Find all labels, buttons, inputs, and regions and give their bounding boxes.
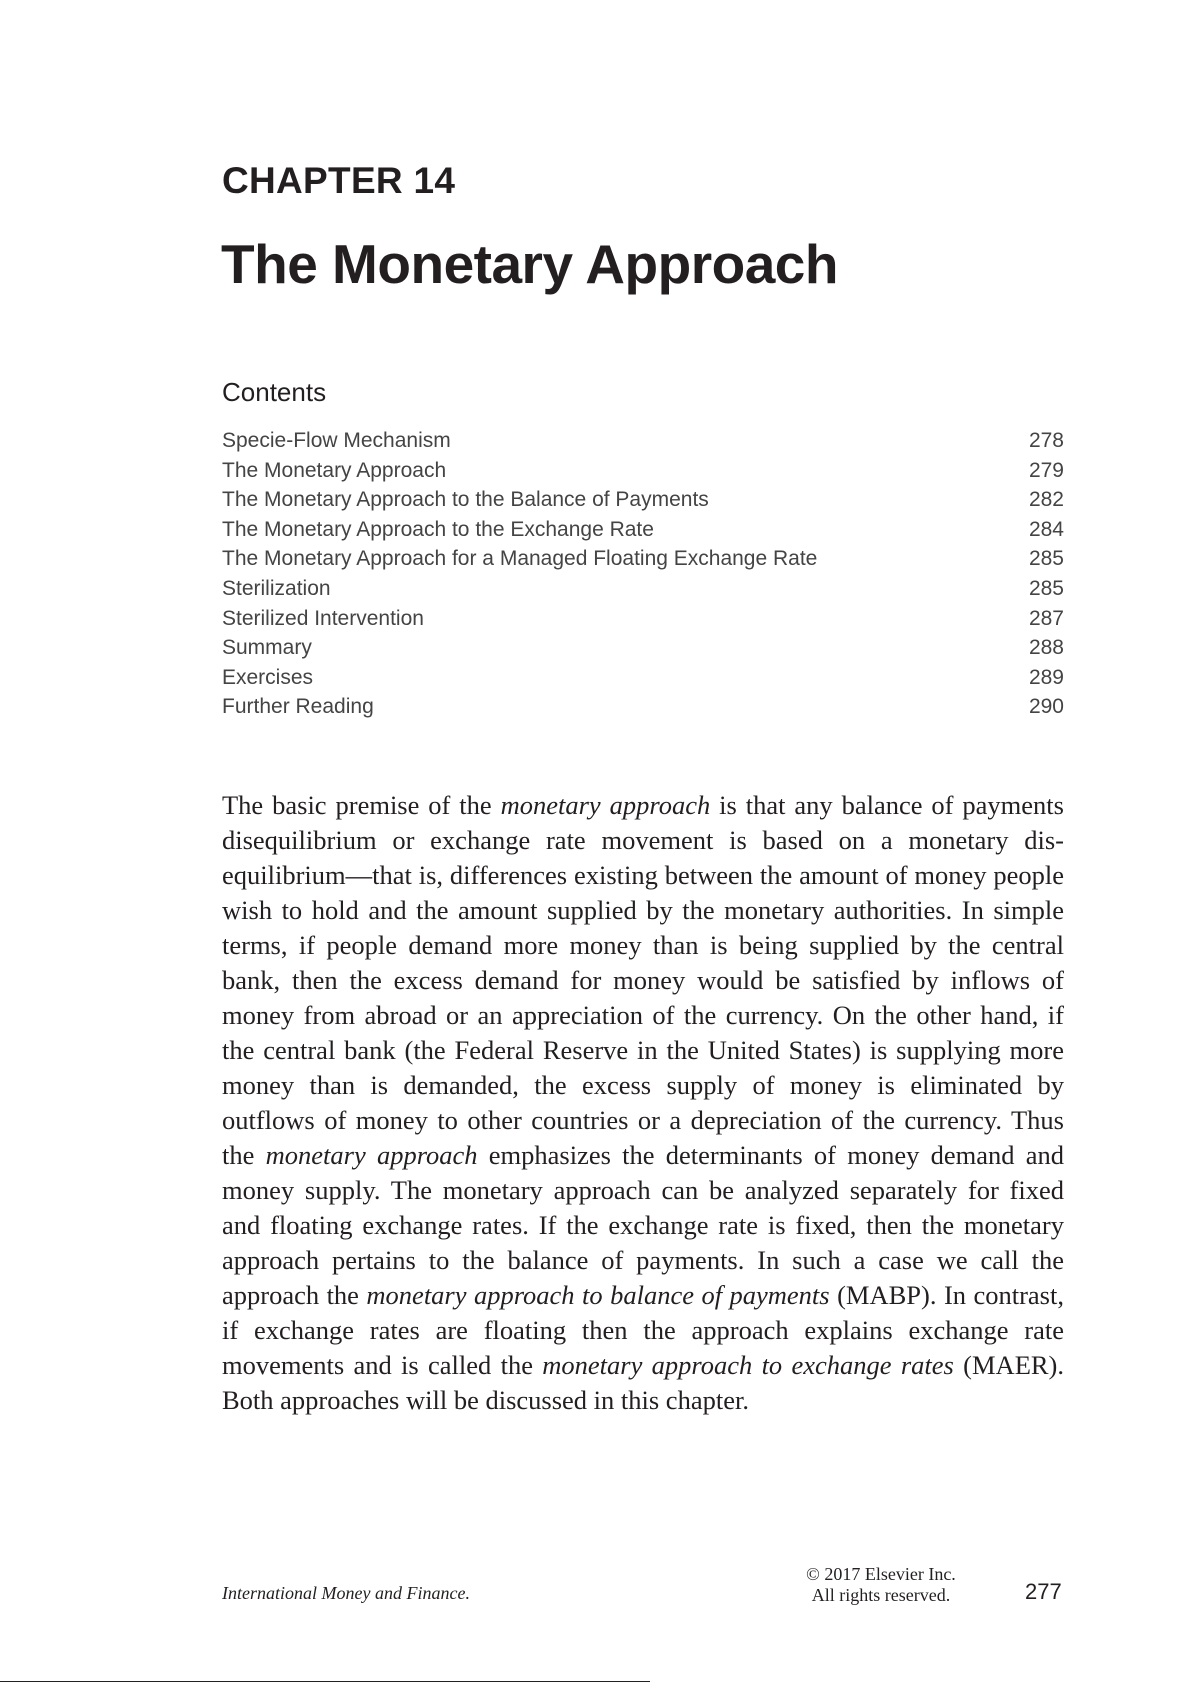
toc-entry-title: The Monetary Approach for a Managed Floating Exchange Rate bbox=[222, 547, 818, 571]
toc-entry-title: Specie-Flow Mechanism bbox=[222, 429, 451, 452]
body-text-segment: is that any balance of payments disequilibrium or exchange rate movement is based on a monetary disequilibrium—that is, differences existing between the amount of money people wish to hold and the amount supplied by the monetary authorities. In simple terms, if people demand more money than is being supplied by the central bank, then the excess demand for money would be satisfied by inflows of money from abroad or an appreciation of the currency. On the other hand, if the central bank (the Federal Reserve in the United States) is supplying more money than is demanded, the excess supply of money is eliminated by outflows of money to other countries or a depreciation of the currency. Thus the bbox=[222, 790, 1064, 1170]
toc-entry-title: Summary bbox=[222, 636, 312, 660]
table-of-contents bbox=[222, 427, 1064, 723]
body-emphasis: monetary approach bbox=[265, 1140, 478, 1170]
toc-entry[interactable] bbox=[222, 634, 1064, 664]
toc-entry-page: 287 bbox=[1028, 606, 1064, 630]
toc-entry[interactable] bbox=[222, 605, 1064, 635]
toc-entry-page: 290 bbox=[1028, 695, 1064, 719]
toc-entry-page: 278 bbox=[1028, 429, 1064, 452]
toc-entry[interactable] bbox=[222, 486, 1064, 516]
toc-entry-title: The Monetary Approach bbox=[222, 458, 447, 482]
body-text-segment: The basic premise of the bbox=[222, 790, 501, 820]
toc-entry-page: 285 bbox=[1028, 576, 1064, 600]
toc-entry-title: Exercises bbox=[222, 665, 314, 689]
toc-entry[interactable] bbox=[222, 575, 1064, 605]
body-text-segment: emphasizes the determinants of money demand and money supply. The monetary approach can be analyzed separately for fixed and floating exchange rates. If the exchange rate is fixed, then the monetary approach pertains to the balance of payments. In such a case we call the approach the bbox=[222, 1140, 1064, 1310]
body-paragraph bbox=[222, 788, 1064, 1418]
toc-entry[interactable] bbox=[222, 664, 1064, 694]
toc-entry-title: Sterilized Intervention bbox=[222, 606, 424, 630]
toc-entry-title: Further Reading bbox=[222, 695, 374, 719]
toc-entry[interactable] bbox=[222, 545, 1064, 575]
chapter-title: The Monetary Approach bbox=[221, 233, 838, 295]
copyright-line: © 2017 Elsevier Inc. bbox=[806, 1564, 956, 1584]
toc-entry-page: 289 bbox=[1028, 665, 1064, 689]
body-emphasis: monetary approach to balance of payments bbox=[366, 1280, 830, 1310]
toc-entry[interactable] bbox=[222, 427, 1064, 457]
toc-entry-title: The Monetary Approach to the Exchange Rate bbox=[222, 517, 654, 541]
chapter-label: CHAPTER 14 bbox=[222, 160, 456, 201]
toc-entry-page: 285 bbox=[1028, 547, 1064, 571]
toc-entry-title: Sterilization bbox=[222, 576, 331, 600]
toc-entry-title: The Monetary Approach to the Balance of Payments bbox=[222, 488, 709, 512]
toc-entry[interactable] bbox=[222, 693, 1064, 723]
bottom-divider bbox=[0, 1681, 650, 1682]
body-text-segment: (MABP). In contrast, if exchange rates are floating then the approach explains exchange rate movements and is called the bbox=[222, 1280, 1064, 1380]
copyright-line: All rights reserved. bbox=[811, 1585, 951, 1605]
body-emphasis: monetary approach bbox=[500, 790, 711, 820]
body-text-segment: (MAER). Both approaches will be discussed in this chapter. bbox=[222, 1350, 1065, 1415]
toc-entry[interactable] bbox=[222, 457, 1064, 487]
toc-entry-page: 279 bbox=[1028, 458, 1064, 482]
toc-entry[interactable] bbox=[222, 516, 1064, 546]
footer-book-title: International Money and Finance. bbox=[222, 1583, 470, 1603]
contents-heading: Contents bbox=[222, 377, 327, 407]
page-number: 277 bbox=[1025, 1579, 1062, 1604]
body-emphasis: monetary approach to exchange rates bbox=[542, 1350, 954, 1380]
footer-copyright bbox=[790, 1564, 972, 1606]
toc-entry-page: 282 bbox=[1028, 488, 1064, 512]
toc-entry-page: 288 bbox=[1028, 636, 1064, 660]
toc-entry-page: 284 bbox=[1028, 517, 1064, 541]
